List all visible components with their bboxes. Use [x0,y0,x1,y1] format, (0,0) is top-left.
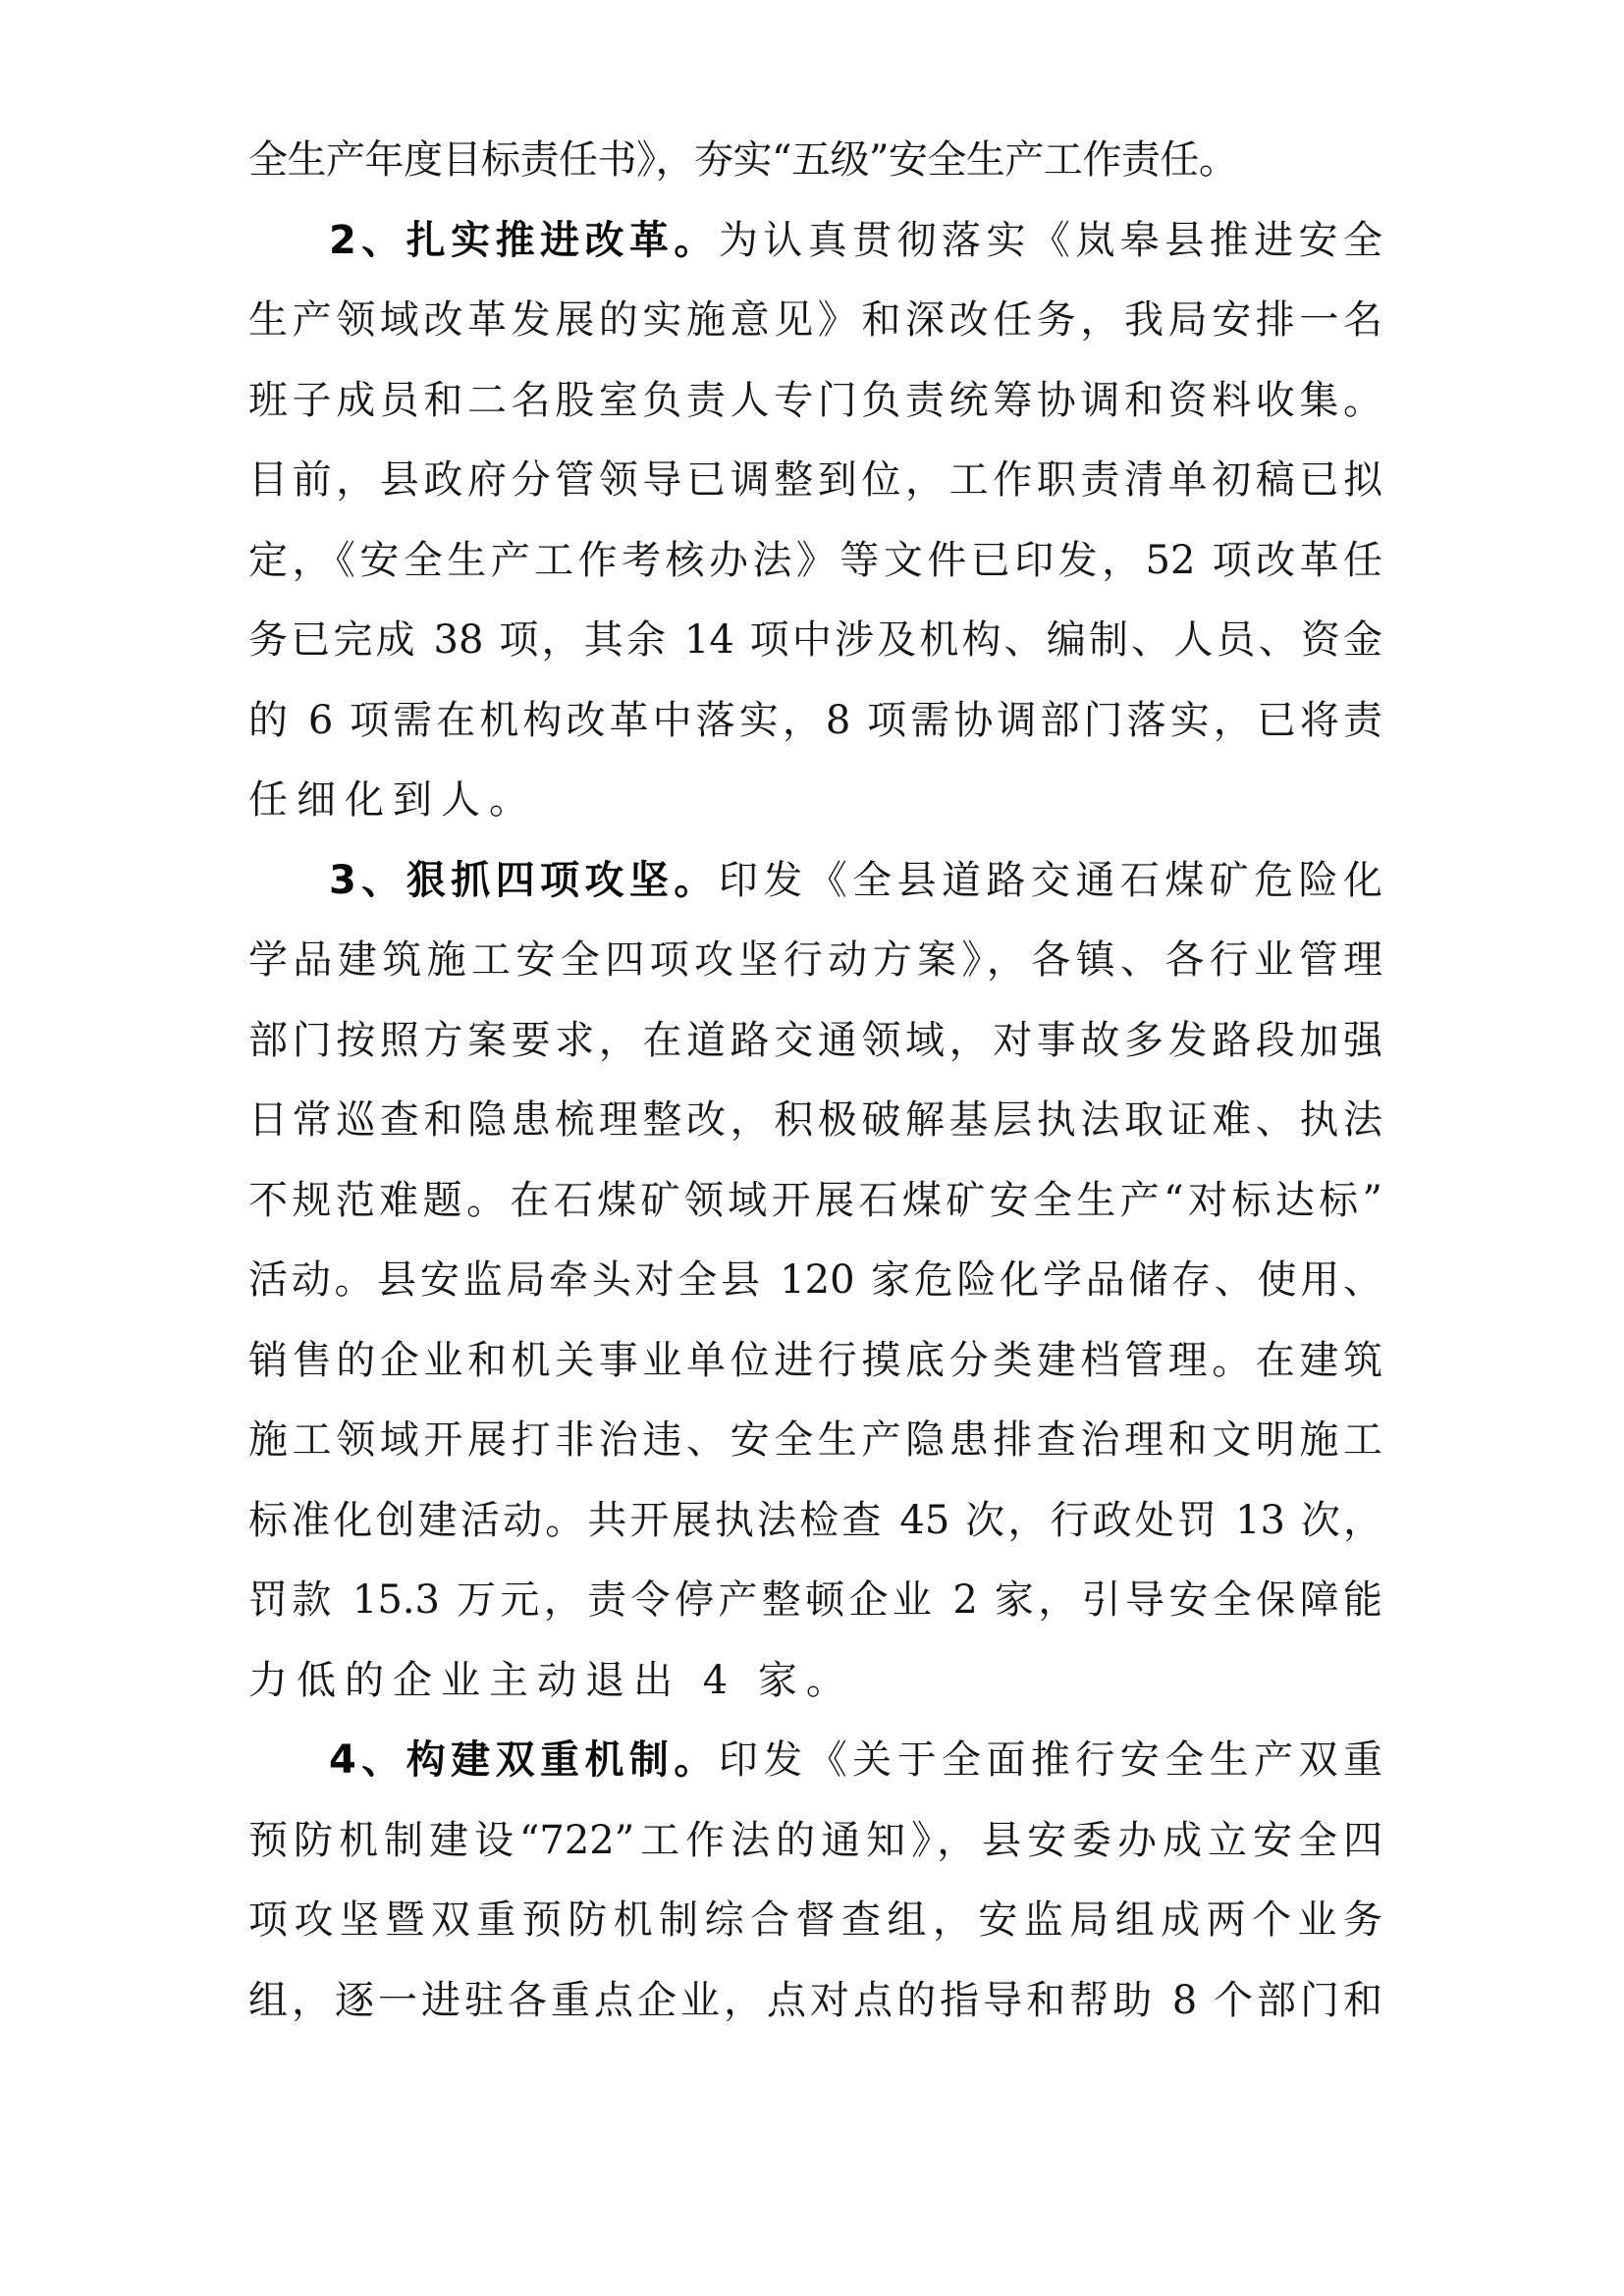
text-line: 标准化创建活动。共开展执法检查 45 次，行政处罚 13 次， [248,1498,1382,1543]
section-heading: 4、构建双重机制。 [329,1737,719,1783]
text-line: 班子成员和二名股室负责人专门负责统筹协调和资料收集。 [248,378,1382,423]
text-line: 预防机制建设“722”工作法的通知》，县安委办成立安全四 [248,1818,1382,1863]
text-line: 日常巡查和隐患梳理整改，积极破解基层执法取证难、执法 [248,1097,1382,1143]
text-line: 施工领域开展打非治违、安全生产隐患排查治理和文明施工 [248,1417,1382,1463]
text-line: 务已完成 38 项，其余 14 项中涉及机构、编制、人员、资金 [248,617,1382,663]
text-line: 力低的企业主动退出 4 家。 [248,1658,854,1703]
paragraph-4-first-line [329,1725,1382,1795]
text-line: 全生产年度目标责任书》，夯实“五级”安全生产工作责任。 [248,137,1238,183]
text-line: 生产领域改革发展的实施意见》和深改任务，我局安排一名 [248,297,1382,343]
text-line: 活动。县安监局牵头对全县 120 家危险化学品储存、使用、 [248,1257,1382,1303]
text-line: 罚款 15.3 万元，责令停产整顿企业 2 家，引导安全保障能 [248,1577,1382,1623]
paragraph-2-first-line [329,205,1382,276]
section-heading: 2、扎实推进改革。 [329,218,719,263]
text-line: 销售的企业和机关事业单位进行摸底分类建档管理。在建筑 [248,1338,1382,1383]
text-line: 组，逐一进驻各重点企业，点对点的指导和帮助 8 个部门和 [248,1978,1382,2023]
text-run: 为认真贯彻落实《岚皋县推进安全 [718,218,1382,263]
text-run: 印发《全县道路交通石煤矿危险化 [718,858,1382,903]
text-line: 部门按照方案要求，在道路交通领域，对事故多发路段加强 [248,1018,1382,1063]
text-line: 任细化到人。 [248,777,537,823]
text-line: 学品建筑施工安全四项攻坚行动方案》，各镇、各行业管理 [248,937,1382,983]
text-line: 目前，县政府分管领导已调整到位，工作职责清单初稿已拟 [248,457,1382,503]
text-line: 项攻坚暨双重预防机制综合督查组，安监局组成两个业务 [248,1897,1382,1943]
section-heading: 3、狠抓四项攻坚。 [329,858,719,903]
paragraph-3-first-line [329,845,1382,916]
text-line: 的 6 项需在机构改革中落实，8 项需协调部门落实，已将责 [248,698,1382,743]
text-run: 印发《关于全面推行安全生产双重 [718,1737,1382,1783]
text-line: 不规范难题。在石煤矿领域开展石煤矿安全生产“对标达标” [248,1178,1382,1223]
text-line: 定，《安全生产工作考核办法》等文件已印发，52 项改革任 [248,538,1382,583]
